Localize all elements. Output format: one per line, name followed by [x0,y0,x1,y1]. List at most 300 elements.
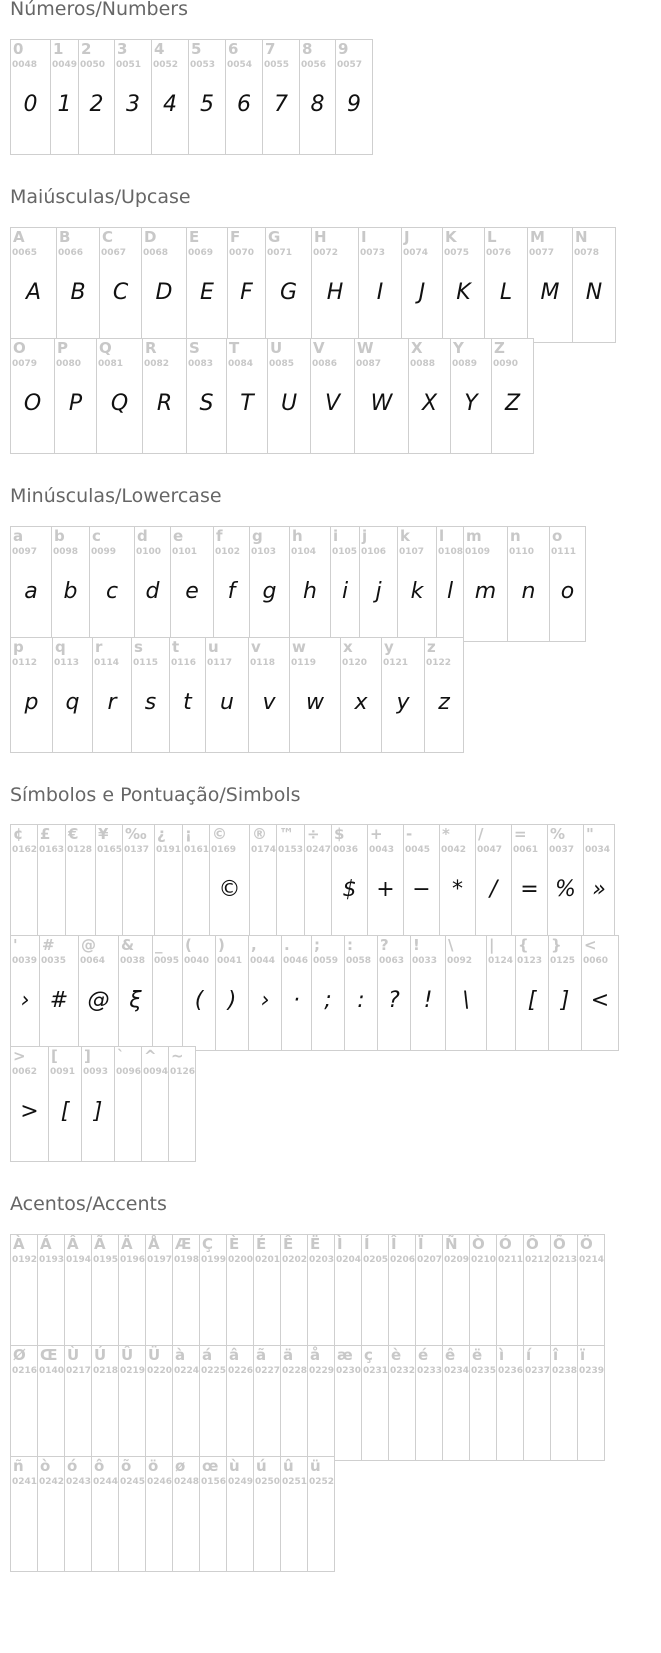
glyph-char-label: T [229,339,240,357]
glyph-char-label: y [384,638,394,656]
glyph-cell [331,824,368,940]
glyph-char-label: 5 [191,40,202,58]
glyph-sample: y [396,690,410,715]
glyph-cell [141,1046,169,1162]
glyph-sample: ) [227,988,237,1013]
glyph-code-label: 0220 [147,1366,173,1376]
glyph-char-label: _ [155,936,163,954]
glyph-code-label: 0242 [39,1477,65,1487]
glyph-char-label: ? [380,936,389,954]
glyph-code-label: 0214 [579,1255,605,1265]
glyph-cell [114,39,152,155]
glyph-sample: B [70,280,86,305]
glyph-char-label: / [478,825,484,843]
glyph-code-label: 0062 [12,1067,38,1077]
glyph-cell [248,637,290,753]
glyph-code-label: 0120 [342,658,368,668]
glyph-cell [64,1234,92,1350]
glyph-char-label: œ [202,1457,219,1475]
glyph-cell [335,39,373,155]
glyph-char-label: ` [117,1047,125,1065]
glyph-code-label: 0037 [549,845,575,855]
glyph-cell [89,526,135,642]
glyph-sample: 2 [89,92,104,117]
glyph-code-label: 0085 [269,359,295,369]
glyph-cell [377,935,411,1051]
glyph-code-label: 0217 [66,1366,92,1376]
glyph-char-label: i [333,527,339,545]
glyph-code-label: 0100 [136,547,162,557]
glyph-char-label: Ú [94,1346,107,1364]
glyph-code-label: 0083 [188,359,214,369]
glyph-code-label: 0244 [93,1477,119,1487]
glyph-char-label: J [404,228,410,246]
glyph-char-label: > [13,1047,26,1065]
glyph-cell [450,338,492,454]
glyph-code-label: 0049 [52,60,78,70]
glyph-cell [141,227,187,343]
glyph-cell [91,1456,119,1572]
glyph-cell [50,39,79,155]
glyph-char-label: é [418,1346,429,1364]
glyph-sample: L [499,280,513,305]
glyph-cell [227,227,266,343]
glyph-cell [344,935,378,1051]
glyph-code-label: 0233 [417,1366,443,1376]
glyph-cell [154,824,183,940]
glyph-code-label: 0059 [313,956,339,966]
glyph-char-label: û [283,1457,294,1475]
glyph-char-label: ì [499,1346,505,1364]
glyph-char-label: K [445,228,457,246]
glyph-code-label: 0071 [267,248,293,258]
glyph-code-label: 0140 [39,1366,65,1376]
glyph-cell [172,1234,200,1350]
glyph-cell [199,1345,227,1461]
glyph-code-label: 0048 [12,60,38,70]
glyph-code-label: 0065 [12,248,38,258]
glyph-code-label: 0034 [585,845,611,855]
glyph-cell [122,824,155,940]
glyph-cell [397,526,437,642]
glyph-sample: ] [93,1099,103,1124]
glyph-code-label: 0241 [12,1477,38,1487]
glyph-sample: = [520,877,539,902]
glyph-code-label: 0245 [120,1477,146,1487]
glyph-char-label: M [530,228,545,246]
glyph-code-label: 0238 [552,1366,578,1376]
glyph-cell [114,1046,142,1162]
glyph-code-label: 0231 [363,1366,389,1376]
glyph-char-label: Z [494,339,505,357]
glyph-code-label: 0161 [184,845,210,855]
glyph-char-label: @ [81,936,96,954]
glyph-sample: a [24,579,38,604]
glyph-code-label: 0225 [201,1366,227,1376]
glyph-char-label: © [212,825,227,843]
glyph-code-label: 0156 [201,1477,227,1487]
glyph-sample: Q [110,391,129,416]
glyph-cell [64,1456,92,1572]
glyph-sample: ξ [129,988,142,1013]
glyph-code-label: 0073 [360,248,386,258]
glyph-code-label: 0243 [66,1477,92,1487]
glyph-cell [334,1345,362,1461]
glyph-cell [54,338,97,454]
glyph-char-label: 9 [338,40,349,58]
glyph-char-label: D [144,228,157,246]
glyph-char-label: î [553,1346,559,1364]
glyph-code-label: 0229 [309,1366,335,1376]
glyph-char-label: Ñ [445,1235,458,1253]
glyph-char-label: G [268,228,281,246]
glyph-char-label: B [59,228,71,246]
glyph-char-label: õ [121,1457,132,1475]
glyph-cell [299,39,336,155]
glyph-code-label: 0103 [251,547,277,557]
glyph-cell [131,637,170,753]
glyph-code-label: 0209 [444,1255,470,1265]
glyph-char-label: b [54,527,65,545]
glyph-code-label: 0249 [228,1477,254,1487]
glyph-row [10,1046,196,1162]
glyph-cell [188,39,226,155]
glyph-code-label: 0096 [116,1067,142,1077]
glyph-sample: e [185,579,199,604]
glyph-sample: $ [342,877,357,902]
glyph-sample: › [20,988,30,1013]
glyph-char-label: h [292,527,303,545]
glyph-sample: N [585,280,603,305]
glyph-char-label: I [361,228,367,246]
glyph-code-label: 0165 [97,845,123,855]
glyph-sample: Y [464,391,478,416]
glyph-cell [577,1345,605,1461]
glyph-sample: X [421,391,438,416]
glyph-code-label: 0044 [250,956,276,966]
glyph-cell [37,1234,65,1350]
glyph-cell [581,935,619,1051]
glyph-char-label: - [406,825,413,843]
glyph-char-label: ( [185,936,192,954]
glyph-code-label: 0163 [39,845,65,855]
glyph-char-label: p [13,638,24,656]
glyph-char-label: ™ [279,825,294,843]
glyph-cell [442,227,485,343]
glyph-code-label: 0105 [332,547,358,557]
glyph-cell [213,526,250,642]
glyph-sample: [ [60,1099,70,1124]
glyph-cell [64,1345,92,1461]
glyph-char-label: ¢ [13,825,24,843]
glyph-cell [118,1456,146,1572]
glyph-char-label: o [552,527,563,545]
glyph-cell [496,1345,524,1461]
glyph-char-label: a [13,527,24,545]
glyph-char-label: 6 [228,40,239,58]
glyph-char-label: % [550,825,566,843]
glyph-cell [354,338,409,454]
glyph-code-label: 0196 [120,1255,146,1265]
glyph-code-label: 0199 [201,1255,227,1265]
glyph-cell [475,824,512,940]
glyph-sample: S [199,391,214,416]
glyph-row [10,526,586,642]
glyph-char-label: á [202,1346,213,1364]
glyph-cell [249,526,290,642]
glyph-code-label: 0070 [229,248,255,258]
glyph-sample: i [341,579,349,604]
glyph-char-label: z [427,638,436,656]
glyph-char-label: ã [256,1346,267,1364]
glyph-char-label: Æ [175,1235,192,1253]
glyph-cell [37,1456,65,1572]
glyph-cell [445,935,487,1051]
glyph-cell [91,1234,119,1350]
glyph-sample: q [65,690,80,715]
glyph-char-label: t [172,638,180,656]
glyph-code-label: 0107 [399,547,425,557]
glyph-char-label: l [439,527,445,545]
glyph-cell [172,1345,200,1461]
glyph-char-label: R [145,339,157,357]
glyph-char-label: 3 [117,40,128,58]
glyph-sample: j [375,579,382,604]
glyph-code-label: 0061 [513,845,539,855]
glyph-cell [310,338,355,454]
glyph-sample: g [262,579,277,604]
glyph-char-label: ® [252,825,267,843]
glyph-cell [280,1456,308,1572]
glyph-sample: [ [527,988,537,1013]
glyph-code-label: 0227 [255,1366,281,1376]
glyph-sample: H [326,280,344,305]
glyph-code-label: 0068 [143,248,169,258]
glyph-cell [424,637,464,753]
glyph-cell [267,338,311,454]
glyph-char-label: Ç [202,1235,214,1253]
glyph-sample: © [218,877,241,902]
glyph-cell [48,1046,82,1162]
glyph-code-label: 0088 [410,359,436,369]
glyph-cell [281,935,312,1051]
glyph-code-label: 0110 [509,547,535,557]
glyph-code-label: 0248 [174,1477,200,1487]
glyph-code-label: 0054 [227,60,253,70]
glyph-code-label: 0106 [361,547,387,557]
glyph-cell [401,227,443,343]
glyph-cell [547,824,584,940]
section-title: Minúsculas/Lowercase [10,485,222,507]
glyph-sample: V [324,391,341,416]
glyph-char-label: : [347,936,353,954]
glyph-sample: n [521,579,536,604]
glyph-code-label: 0200 [228,1255,254,1265]
glyph-char-label: Î [391,1235,397,1253]
glyph-code-label: 0174 [251,845,277,855]
glyph-code-label: 0193 [39,1255,65,1265]
glyph-char-label: Â [67,1235,79,1253]
glyph-cell [486,935,516,1051]
glyph-code-label: 0195 [93,1255,119,1265]
glyph-char-label: e [173,527,184,545]
glyph-char-label: È [229,1235,240,1253]
glyph-cell [151,39,189,155]
glyph-char-label: Ò [472,1235,485,1253]
glyph-char-label: ÷ [307,825,320,843]
glyph-code-label: 0194 [66,1255,92,1265]
glyph-cell [253,1345,281,1461]
glyph-cell [262,39,300,155]
glyph-code-label: 0205 [363,1255,389,1265]
glyph-char-label: { [518,936,529,954]
glyph-sample: A [25,280,42,305]
glyph-char-label: â [229,1346,240,1364]
glyph-code-label: 0246 [147,1477,173,1487]
glyph-char-label: v [251,638,261,656]
glyph-code-label: 0077 [529,248,555,258]
glyph-sample: c [105,579,119,604]
glyph-code-label: 0080 [56,359,82,369]
glyph-row [10,1456,335,1572]
glyph-row [10,338,534,454]
glyph-sample: U [280,391,298,416]
glyph-code-label: 0191 [156,845,182,855]
glyph-cell [10,1345,38,1461]
glyph-cell [358,227,402,343]
glyph-sample: u [220,690,234,715]
glyph-sample: v [262,690,276,715]
glyph-code-label: 0053 [190,60,216,70]
glyph-cell [265,227,312,343]
glyph-cell [484,227,528,343]
glyph-char-label: ! [413,936,420,954]
glyph-cell [289,637,341,753]
glyph-code-label: 0099 [91,547,117,557]
glyph-cell [145,1456,173,1572]
glyph-code-label: 0043 [369,845,395,855]
glyph-code-label: 0090 [493,359,519,369]
glyph-sample: ! [423,988,433,1013]
glyph-cell [507,526,550,642]
glyph-char-label: A [13,228,25,246]
glyph-sample: J [418,280,426,305]
glyph-cell [307,1345,335,1461]
glyph-code-label: 0118 [250,658,276,668]
glyph-sample: W [370,391,393,416]
glyph-code-label: 0064 [80,956,106,966]
glyph-cell [78,935,119,1051]
glyph-sample: E [200,280,214,305]
glyph-code-label: 0051 [116,60,142,70]
glyph-row [10,227,616,343]
glyph-sample: G [279,280,298,305]
glyph-cell [56,227,100,343]
glyph-code-label: 0086 [312,359,338,369]
glyph-code-label: 0113 [54,658,80,668]
glyph-code-label: 0058 [346,956,372,966]
glyph-sample: » [592,877,606,902]
glyph-char-label: d [137,527,148,545]
glyph-char-label: Y [453,339,464,357]
glyph-code-label: 0192 [12,1255,38,1265]
glyph-sample: Z [504,391,521,416]
glyph-code-label: 0116 [171,658,197,668]
glyph-cell [134,526,171,642]
glyph-cell [550,1345,578,1461]
glyph-code-label: 0232 [390,1366,416,1376]
glyph-code-label: 0239 [579,1366,605,1376]
glyph-sample: 7 [274,92,288,117]
glyph-cell [439,824,476,940]
glyph-code-label: 0038 [120,956,146,966]
glyph-code-label: 0111 [551,547,577,557]
glyph-cell [515,935,549,1051]
glyph-cell [572,227,616,343]
section-title: Números/Numbers [10,0,188,20]
glyph-cell [330,526,360,642]
glyph-code-label: 0079 [12,359,38,369]
glyph-char-label: ù [229,1457,240,1475]
glyph-char-label: u [208,638,219,656]
glyph-char-label: ñ [13,1457,24,1475]
glyph-cell [388,1234,416,1350]
glyph-char-label: N [575,228,588,246]
glyph-char-label: j [362,527,368,545]
glyph-cell [226,1234,254,1350]
glyph-code-label: 0121 [383,658,409,668]
glyph-code-label: 0122 [426,658,452,668]
glyph-char-label: Œ [40,1346,58,1364]
glyph-code-label: 0162 [12,845,38,855]
glyph-code-label: 0125 [550,956,576,966]
glyph-cell [96,338,143,454]
glyph-code-label: 0203 [309,1255,335,1265]
glyph-code-label: 0087 [356,359,382,369]
glyph-char-label: n [510,527,521,545]
glyph-sample: z [438,690,450,715]
glyph-code-label: 0197 [147,1255,173,1265]
glyph-code-label: 0212 [525,1255,551,1265]
glyph-cell [10,39,51,155]
glyph-code-label: 0060 [583,956,609,966]
glyph-cell [388,1345,416,1461]
glyph-cell [225,39,263,155]
glyph-code-label: 0095 [154,956,180,966]
glyph-cell [403,824,440,940]
glyph-char-label: ) [218,936,225,954]
glyph-char-label: ò [40,1457,51,1475]
glyph-sample: D [155,280,173,305]
glyph-char-label: ¿ [157,825,166,843]
glyph-sample: 6 [237,92,251,117]
glyph-sample: P [68,391,83,416]
glyph-cell [145,1345,173,1461]
glyph-char-label: ] [84,1047,91,1065]
glyph-sample: \ [462,988,470,1013]
glyph-char-label: Ø [13,1346,26,1364]
glyph-cell [367,824,404,940]
glyph-code-label: 0098 [53,547,79,557]
glyph-code-label: 0117 [207,658,233,668]
glyph-sample: 1 [57,92,72,117]
glyph-char-label: r [95,638,103,656]
glyph-char-label: X [411,339,423,357]
glyph-code-label: 0112 [12,658,38,668]
glyph-sample: · [293,988,300,1013]
glyph-code-label: 0224 [174,1366,200,1376]
glyph-code-label: 0036 [333,845,359,855]
